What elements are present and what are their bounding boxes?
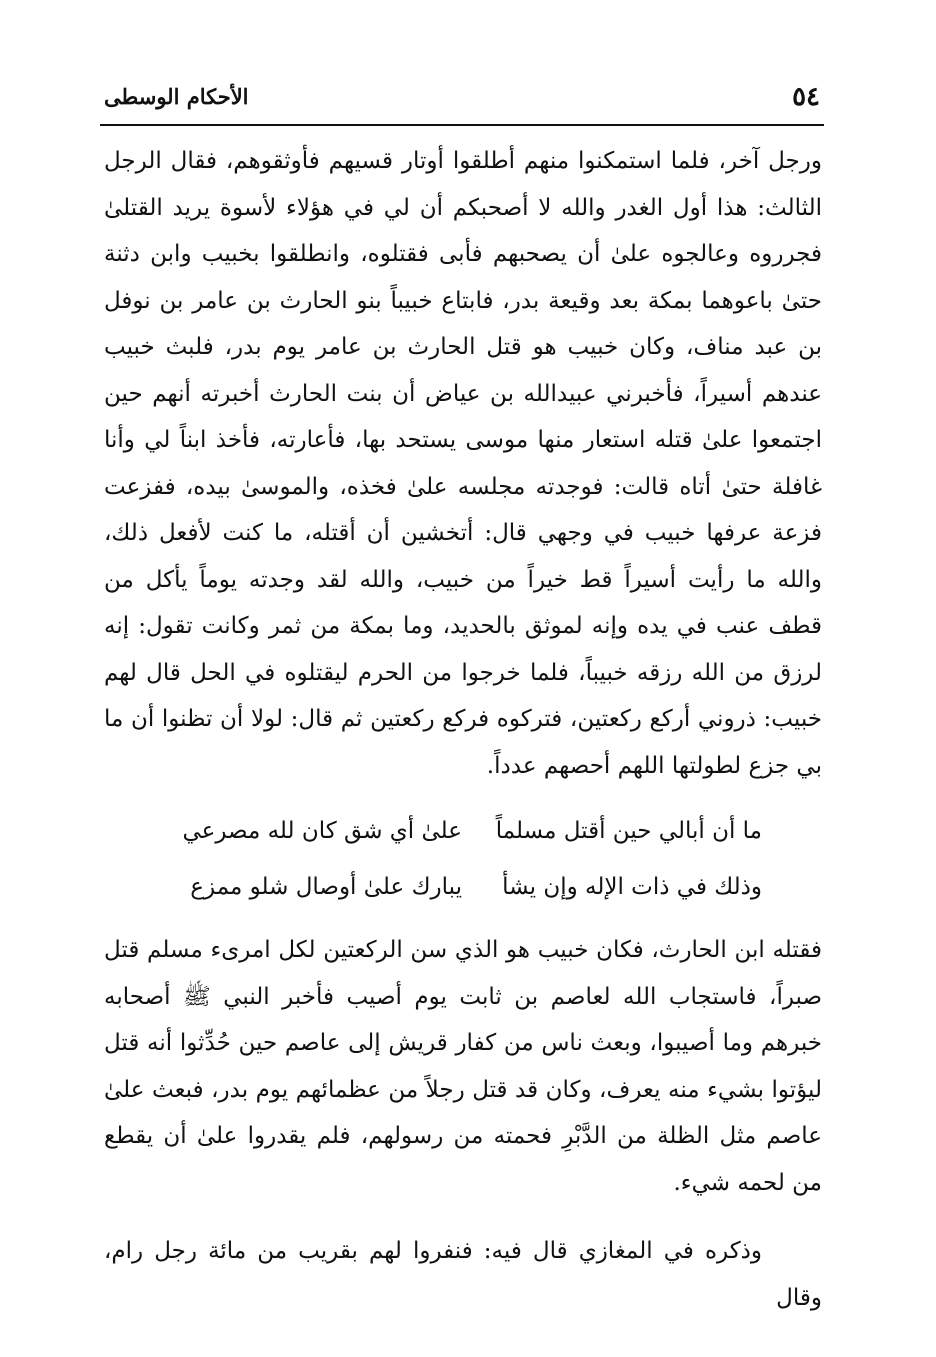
header-rule <box>100 124 824 126</box>
verse-2-first-hemistich: وذلك في ذات الإله وإن يشأ <box>502 874 762 900</box>
running-title: الأحكام الوسطى <box>104 84 249 109</box>
paragraph-3: وذكره في المغازي قال فيه: فنفروا لهم بقريب من مائة رجل رام، وقال <box>104 1238 822 1311</box>
verse-1-second-hemistich: علىٰ أي شق كان لله مصرعي <box>182 818 462 844</box>
poem-verse-1 <box>104 803 822 859</box>
paragraph-2: فقتله ابن الحارث، فكان خبيب هو الذي سن الركعتين لكل امرىء مسلم قتل صبراً، فاستجاب الله لعاصم بن ثابت يوم أصيب فأخبر النبي ﷺ أصحابه خبرهم وما أصيبوا، وبعث ناس من كفار قريش إلى عاصم حين حُدِّثوا أنه قتل ليؤتوا بشيء منه يعرف، وكان قد قتل رجلاً من عظمائهم يوم بدر، فبعث علىٰ عاصم مثل الظلة من الدَّبْرِ فحمته من رسولهم، فلم يقدروا علىٰ أن يقطع من لحمه شيء. <box>104 937 822 1196</box>
verse-1-first-hemistich: ما أن أبالي حين أقتل مسلماً <box>495 818 762 844</box>
poem-verse-2 <box>104 859 822 915</box>
page-number: ٥٤ <box>792 82 820 112</box>
page-header <box>100 78 824 118</box>
poem <box>104 803 822 915</box>
page-body <box>104 138 822 1321</box>
paragraph-1: ورجل آخر، فلما استمكنوا منهم أطلقوا أوتار قسيهم فأوثقوهم، فقال الرجل الثالث: هذا أول الغدر والله لا أصحبكم أن لي في هؤلاء لأسوة يريد القتلىٰ فجرروه وعالجوه علىٰ أن يصحبهم فأبى فقتلوه، وانطلقوا بخبيب وابن دثنة حتىٰ باعوهما بمكة بعد وقيعة بدر، فابتاع خبيباً بنو الحارث بن عامر بن نوفل بن عبد مناف، وكان خبيب هو قتل الحارث بن عامر يوم بدر، فلبث خبيب عندهم أسيراً، فأخبرني عبيدالله بن عياض أن بنت الحارث أخبرته أنهم حين اجتمعوا علىٰ قتله استعار منها موسى يستحد بها، فأعارته، فأخذ ابناً لي وأنا غافلة حتىٰ أتاه قالت: فوجدته مجلسه علىٰ فخذه، والموسىٰ بيده، ففزعت فزعة عرفها خبيب في وجهي قال: أتخشين أن أقتله، ما كنت لأفعل ذلك، والله ما رأيت أسيراً قط خيراً من خبيب، والله لقد وجدته يوماً يأكل من قطف عنب في يده وإنه لموثق بالحديد، وما بمكة من ثمر وكانت تقول: إنه لرزق من الله رزقه خبيباً، فلما خرجوا من الحرم ليقتلوه في الحل قال لهم خبيب: ذروني أركع ركعتين، فتركوه فركع ركعتين ثم قال: لولا أن تظنوا أن ما بي جزع لطولتها اللهم أحصهم عدداً. <box>104 148 822 779</box>
verse-2-second-hemistich: يبارك علىٰ أوصال شلو ممزع <box>190 874 462 900</box>
